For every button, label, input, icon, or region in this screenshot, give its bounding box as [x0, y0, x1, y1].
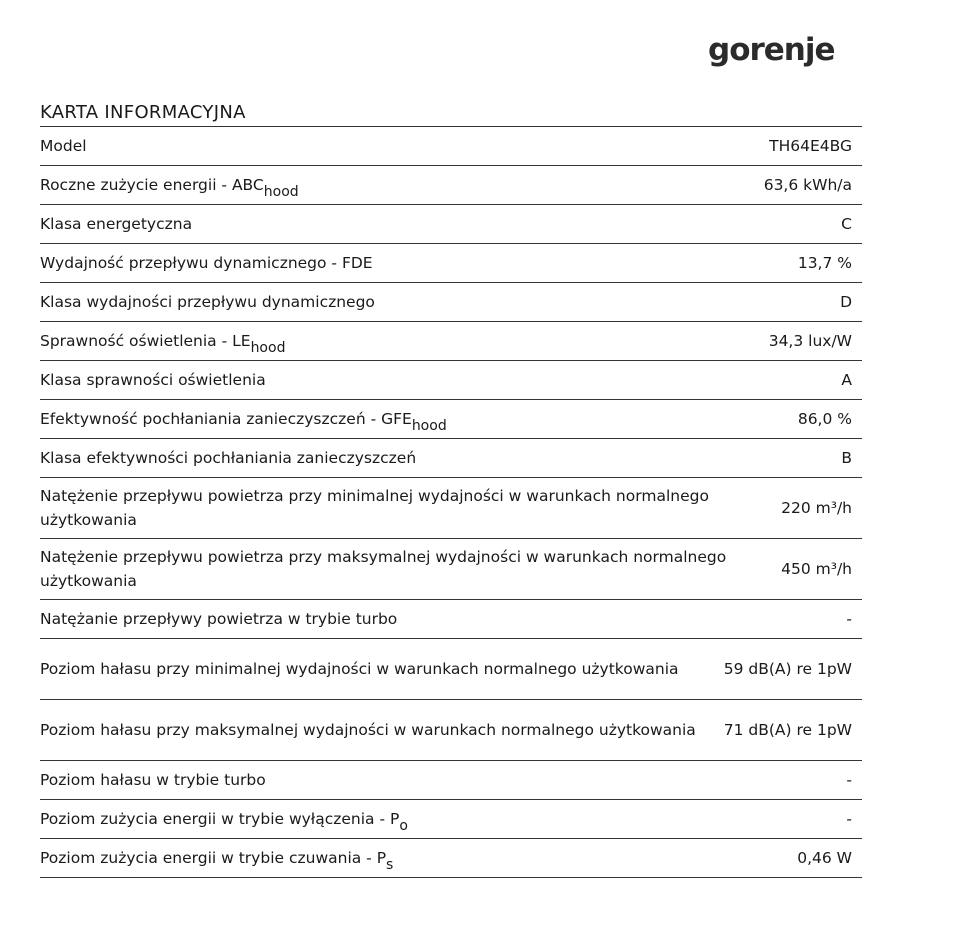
row-label: Klasa sprawności oświetlenia	[40, 371, 266, 389]
row-value: B	[841, 449, 852, 467]
row-value: -	[846, 771, 852, 789]
row-value: 450 m³/h	[781, 560, 852, 578]
table-row	[40, 700, 862, 761]
row-label: Roczne zużycie energii - ABChood	[40, 176, 299, 200]
table-row	[40, 839, 862, 878]
table-row	[40, 800, 862, 839]
row-value: 13,7 %	[797, 254, 852, 272]
table-row	[40, 639, 862, 700]
row-value: 220 m³/h	[781, 499, 852, 517]
row-label: Model	[40, 137, 87, 155]
table-row	[40, 539, 862, 600]
row-label: Poziom hałasu przy minimalnej wydajności w warunkach normalnego użytkowania	[40, 660, 679, 678]
row-value: 0,46 W	[797, 849, 852, 867]
information-sheet	[40, 100, 862, 878]
row-value: 86,0 %	[797, 410, 852, 428]
row-label: Klasa efektywności pochłaniania zanieczyszczeń	[40, 449, 417, 467]
row-value: -	[846, 810, 852, 828]
sheet-title: KARTA INFORMACYJNA	[40, 100, 862, 127]
row-label: Poziom hałasu przy maksymalnej wydajności w warunkach normalnego użytkowania	[40, 721, 696, 739]
table-row	[40, 283, 862, 322]
row-value: TH64E4BG	[769, 137, 852, 155]
table-row	[40, 439, 862, 478]
row-label: Natężanie przepływy powietrza w trybie turbo	[40, 610, 398, 628]
table-row	[40, 166, 862, 205]
row-value: 71 dB(A) re 1pW	[723, 721, 852, 739]
row-label: Natężenie przepływu powietrza przy minimalnej wydajności w warunkach normalnego użytkowania	[40, 487, 709, 529]
row-label: Klasa wydajności przepływu dynamicznego	[40, 293, 375, 311]
table-row	[40, 244, 862, 283]
table-row	[40, 600, 862, 639]
table-row	[40, 205, 862, 244]
table-row	[40, 400, 862, 439]
row-value: 59 dB(A) re 1pW	[723, 660, 852, 678]
row-value: 34,3 lux/W	[768, 332, 852, 350]
row-label: Wydajność przepływu dynamicznego - FDE	[40, 254, 373, 272]
row-label: Sprawność oświetlenia - LEhood	[40, 332, 286, 356]
table-row	[40, 761, 862, 800]
row-value: 63,6 kWh/a	[763, 176, 852, 194]
row-value: D	[840, 293, 852, 311]
row-label: Efektywność pochłaniania zanieczyszczeń - GFEhood	[40, 410, 447, 434]
row-label: Poziom zużycia energii w trybie wyłączenia - Po	[40, 810, 408, 834]
row-label: Natężenie przepływu powietrza przy maksymalnej wydajności w warunkach normalnego użytkowania	[40, 548, 727, 590]
brand-logo: gorenje	[708, 32, 835, 68]
table-row	[40, 478, 862, 539]
row-value: A	[841, 371, 852, 389]
row-label: Klasa energetyczna	[40, 215, 193, 233]
table-row	[40, 322, 862, 361]
row-label: Poziom hałasu w trybie turbo	[40, 771, 266, 789]
table-row	[40, 361, 862, 400]
row-value: -	[846, 610, 852, 628]
row-label: Poziom zużycia energii w trybie czuwania - Ps	[40, 849, 394, 873]
row-value: C	[841, 215, 852, 233]
table-row	[40, 127, 862, 166]
